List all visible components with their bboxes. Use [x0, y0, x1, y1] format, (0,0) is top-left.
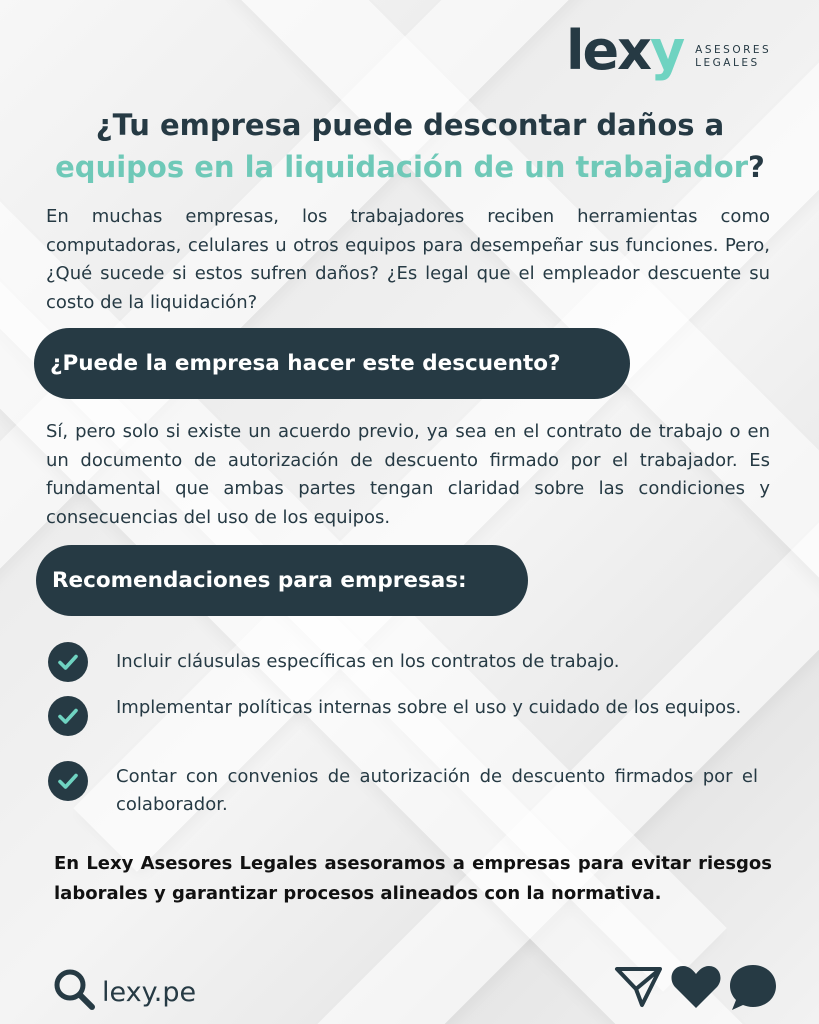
discount-paragraph: Sí, pero solo si existe un acuerdo previo, ya sea en el contrato de trabajo o en un documento de autorización de descuento firmado por el trabajador. Es fundamental que ambas partes tengan claridad sobre las condiciones y consecuencias del uso de los equipos. — [46, 421, 770, 528]
website-label: lexy.pe — [102, 977, 197, 1008]
title-line-1: ¿Tu empresa puede descontar daños a — [95, 108, 725, 142]
section-heading-discount: ¿Puede la empresa hacer este descuento? — [34, 328, 630, 399]
title-line-2: equipos en la liquidación de un trabajador? — [55, 150, 765, 184]
recommendation-item: Incluir cláusulas específicas en los contratos de trabajo. — [116, 651, 620, 672]
intro-paragraph: En muchas empresas, los trabajadores reciben herramientas como computadoras, celulares u otros equipos para desempeñar sus funciones. Pero, ¿Qué sucede si estos sufren daños? ¿Es legal que el empleador descuente su costo de la liquidación? — [46, 206, 770, 313]
page-title — [40, 104, 780, 188]
check-icon — [48, 696, 88, 736]
check-icon — [48, 642, 88, 682]
recommendation-item: Contar con convenios de autorización de descuento firmados por el colaborador. — [116, 766, 758, 815]
website-link[interactable] — [50, 965, 196, 1020]
recommendation-item: Implementar políticas internas sobre el uso y cuidado de los equipos. — [116, 697, 742, 718]
brand-logo — [566, 19, 772, 82]
logo-wordmark: lexy — [566, 19, 684, 82]
search-icon — [50, 965, 98, 1020]
section-heading-recommendations: Recomendaciones para empresas: — [36, 545, 528, 616]
logo-tagline: ASESORES LEGALES — [695, 44, 772, 69]
closing-statement: En Lexy Asesores Legales asesoramos a empresas para evitar riesgos laborales y garantizar procesos alineados con la normativa. — [54, 853, 772, 904]
heart-icon[interactable] — [670, 964, 722, 1014]
social-actions — [614, 962, 778, 1016]
send-icon[interactable] — [614, 963, 664, 1015]
chat-bubble-icon[interactable] — [728, 962, 778, 1016]
check-icon — [48, 761, 88, 801]
